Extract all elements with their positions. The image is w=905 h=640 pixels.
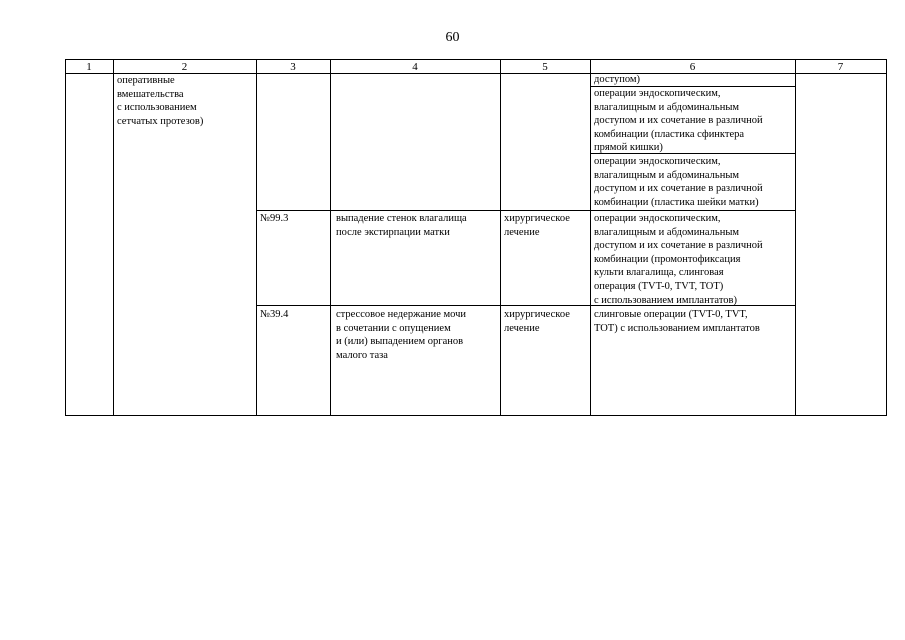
col-divider-6 bbox=[795, 59, 796, 416]
method-group-text: оперативные вмешательства с использованием сетчатых протезов) bbox=[117, 75, 204, 127]
col-divider-5 bbox=[590, 59, 591, 416]
col-divider-4 bbox=[500, 59, 501, 416]
row1-bottom-border bbox=[256, 210, 795, 211]
row3-treatment-type: хирургическое лечение bbox=[504, 309, 570, 334]
col-divider-1 bbox=[113, 59, 114, 416]
table-left-border bbox=[65, 59, 66, 416]
row2-diagnosis: выпадение стенок влагалища после экстирпации матки bbox=[336, 213, 467, 238]
row1-treatment-sphincter: операции эндоскопическим, влагалищным и абдоминальным доступом и их сочетание в различной комбинации (пластика сфинктера прямой кишки) bbox=[594, 88, 763, 154]
table-top-border bbox=[65, 59, 887, 60]
table-bottom-border bbox=[65, 415, 887, 416]
header-col-2: 2 bbox=[181, 61, 188, 73]
header-col-3: 3 bbox=[290, 61, 296, 73]
row2-code: №99.3 bbox=[260, 213, 289, 224]
row3-code: №39.4 bbox=[260, 309, 289, 320]
row3-treatment: слинговые операции (TVT-0, TVT, TOT) с использованием имплантатов bbox=[594, 309, 760, 334]
header-col-4: 4 bbox=[412, 61, 418, 73]
row1-treatment-continued: доступом) bbox=[594, 74, 641, 85]
header-col-1: 1 bbox=[86, 61, 92, 73]
row3-diagnosis: стрессовое недержание мочи в сочетании с опущением и (или) выпадением органов малого таза bbox=[336, 309, 467, 361]
row1-treatment-cervix: операции эндоскопическим, влагалищным и абдоминальным доступом и их сочетание в различной комбинации (пластика шейки матки) bbox=[594, 156, 763, 208]
header-col-7: 7 bbox=[837, 61, 844, 73]
col-divider-3 bbox=[330, 59, 331, 416]
table-right-border bbox=[886, 59, 887, 416]
page-number: 60 bbox=[445, 30, 460, 45]
header-col-5: 5 bbox=[542, 61, 548, 73]
row2-treatment-type: хирургическое лечение bbox=[504, 213, 570, 238]
header-col-6: 6 bbox=[689, 61, 696, 73]
col-divider-2 bbox=[256, 59, 257, 416]
row2-treatment: операции эндоскопическим, влагалищным и абдоминальным доступом и их сочетание в различной комбинации (промонтофиксация культи влагалища, слинговая операция (TVT-0, TVT, TOT) с использованием имплантатов) bbox=[594, 213, 763, 306]
